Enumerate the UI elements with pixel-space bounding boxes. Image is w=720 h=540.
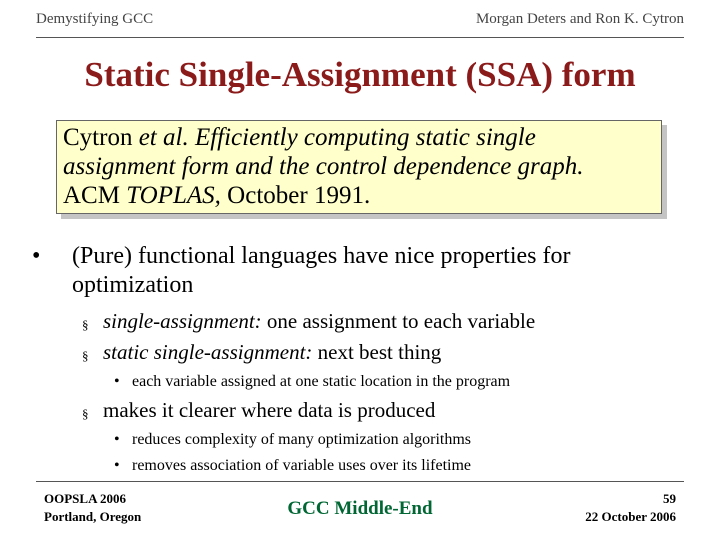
header-right: Morgan Deters and Ron K. Cytron <box>475 11 684 27</box>
citation-box <box>56 120 662 214</box>
section-marker: § <box>82 317 89 332</box>
sub-bullet-term: single-assignment: <box>103 309 262 333</box>
citation-date: October 1991. <box>220 182 371 209</box>
sub-bullet-text: makes it clearer where data is produced <box>103 398 436 422</box>
footer-date: 22 October 2006 <box>585 509 676 524</box>
sub-bullet-text: one assignment to each variable <box>261 309 536 333</box>
bullet-marker: • <box>114 457 120 474</box>
section-marker: § <box>82 348 89 363</box>
sub-bullet-text: next best thing <box>312 340 442 364</box>
header-left: Demystifying GCC <box>36 11 154 27</box>
bullet-main-text: (Pure) functional languages have nice properties for optimization <box>72 243 571 298</box>
bullet-marker: • <box>114 373 120 390</box>
bullet-marker: • <box>114 431 120 448</box>
header-rule <box>36 37 684 38</box>
conference-name: OOPSLA 2006 <box>44 491 126 506</box>
bullet-marker: • <box>32 243 41 269</box>
footer-right <box>585 490 676 526</box>
citation-title-part-1: et al. Efficiently computing static single <box>138 124 536 151</box>
citation-venue-prefix: ACM <box>63 182 127 209</box>
sub-bullet-term: static single-assignment: <box>103 340 313 364</box>
citation-venue: TOPLAS, <box>126 182 221 209</box>
detail-bullet-text: each variable assigned at one static location in the program <box>132 373 511 390</box>
footer-rule <box>36 481 684 482</box>
page-number: 59 <box>663 491 676 506</box>
citation-line-2: assignment form and the control dependence graph. <box>63 153 584 180</box>
detail-bullet-text: removes association of variable uses over its lifetime <box>132 457 472 474</box>
footer-center: GCC Middle-End <box>287 498 433 519</box>
citation-author: Cytron <box>63 124 139 151</box>
conference-location: Portland, Oregon <box>44 509 142 524</box>
detail-bullet-text: reduces complexity of many optimization algorithms <box>132 431 472 448</box>
citation-line-1 <box>63 123 661 152</box>
citation-line-3 <box>63 181 661 210</box>
section-marker: § <box>82 406 89 421</box>
slide-title: Static Single-Assignment (SSA) form <box>84 55 636 94</box>
